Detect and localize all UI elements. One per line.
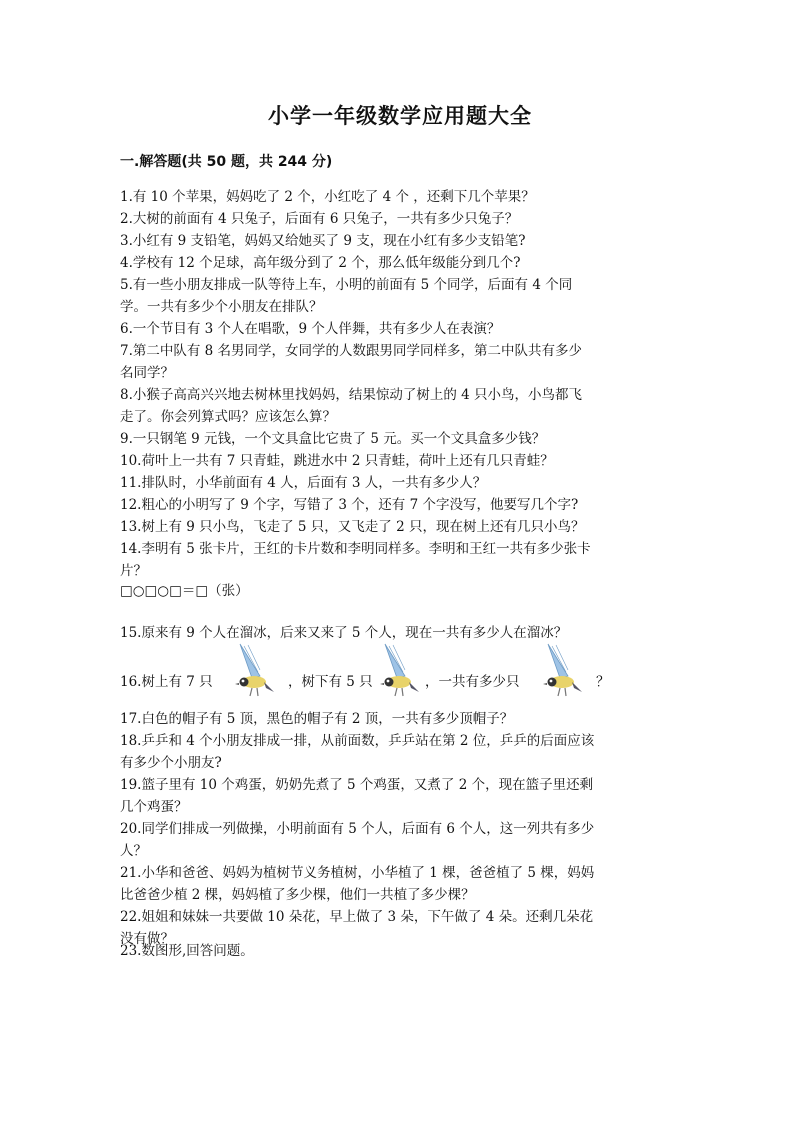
bird-icon bbox=[230, 642, 276, 700]
question-line: 4.学校有 12 个足球，高年级分到了 2 个，那么低年级能分到几个? bbox=[120, 255, 521, 271]
question-line: 1.有 10 个苹果，妈妈吃了 2 个，小红吃了 4 个 ，还剩下几个苹果？ bbox=[120, 189, 535, 205]
question-item bbox=[120, 318, 700, 340]
question-item bbox=[120, 580, 700, 602]
question-item bbox=[120, 940, 700, 962]
question-item bbox=[120, 340, 700, 384]
question-item bbox=[120, 818, 700, 862]
question-item bbox=[120, 252, 700, 274]
question-line: 学。一共有多少个小朋友在排队？ bbox=[120, 299, 323, 315]
question-line: 13.树上有 9 只小鸟，飞走了 5 只，又飞走了 2 只，现在树上还有几只小鸟？ bbox=[120, 519, 585, 535]
question-line: 有多少个小朋友? bbox=[120, 755, 222, 771]
question-line: 没有做？ bbox=[120, 931, 174, 947]
question-item bbox=[120, 708, 700, 730]
q16-text-1: 16.树上有 7 只 bbox=[120, 674, 213, 690]
question-item bbox=[120, 274, 700, 318]
question-line: 11.排队时，小华前面有 4 人，后面有 3 人，一共有多少人？ bbox=[120, 475, 487, 491]
q16-text-4: ？ bbox=[596, 674, 610, 690]
question-item bbox=[120, 862, 700, 906]
question-item bbox=[120, 494, 700, 516]
question-line: 9.一只钢笔 9 元钱，一个文具盒比它贵了 5 元。买一个文具盒多少钱？ bbox=[120, 431, 546, 447]
question-line: 23.数图形,回答问题。 bbox=[120, 943, 254, 959]
question-item bbox=[120, 208, 700, 230]
question-line: 14.李明有 5 张卡片，王红的卡片数和李明同样多。李明和王红一共有多少张卡 bbox=[120, 541, 591, 557]
question-line: 几个鸡蛋？ bbox=[120, 799, 188, 815]
question-line: 8.小猴子高高兴兴地去树林里找妈妈，结果惊动了树上的 4 只小鸟，小鸟都飞 bbox=[120, 387, 583, 403]
question-line: 22.姐姐和妹妹一共要做 10 朵花，早上做了 3 朵，下午做了 4 朵。还剩几朵花 bbox=[120, 909, 594, 925]
question-line: 17.白色的帽子有 5 顶，黑色的帽子有 2 顶，一共有多少顶帽子？ bbox=[120, 711, 514, 727]
question-item bbox=[120, 774, 700, 818]
question-item bbox=[120, 538, 700, 582]
q16-text-2: ，树下有 5 只 bbox=[288, 674, 373, 690]
question-line: 18.乒乒和 4 个小朋友排成一排，从前面数，乒乒站在第 2 位，乒乒的后面应该 bbox=[120, 733, 595, 749]
question-item bbox=[120, 450, 700, 472]
question-line: 片？ bbox=[120, 563, 147, 579]
question-item bbox=[120, 186, 700, 208]
question-item bbox=[120, 730, 700, 774]
question-item bbox=[120, 230, 700, 252]
section-heading: 一.解答题(共 50 题，共 244 分) bbox=[120, 154, 333, 170]
question-item bbox=[120, 516, 700, 538]
question-line: 21.小华和爸爸、妈妈为植树节义务植树，小华植了 1 棵，爸爸植了 5 棵，妈妈 bbox=[120, 865, 595, 881]
question-line: 12.粗心的小明写了 9 个字，写错了 3 个，还有 7 个字没写，他要写几个字? bbox=[120, 497, 579, 513]
page-title: 小学一年级数学应用题大全 bbox=[268, 104, 532, 128]
question-line: 比爸爸少植 2 棵，妈妈植了多少棵，他们一共植了多少棵？ bbox=[120, 887, 475, 903]
question-line: 2.大树的前面有 4 只兔子，后面有 6 只兔子，一共有多少只兔子？ bbox=[120, 211, 519, 227]
question-line: 名同学？ bbox=[120, 365, 174, 381]
bird-icon bbox=[375, 642, 421, 700]
question-line: 5.有一些小朋友排成一队等待上车，小明的前面有 5 个同学，后面有 4 个同 bbox=[120, 277, 573, 293]
question-line: 7.第二中队有 8 名男同学，女同学的人数跟男同学同样多，第二中队共有多少 bbox=[120, 343, 583, 359]
question-line: 15.原来有 9 个人在溜冰，后来又来了 5 个人，现在一共有多少人在溜冰？ bbox=[120, 625, 568, 641]
question-16 bbox=[120, 640, 700, 700]
question-item bbox=[120, 472, 700, 494]
question-line: 人？ bbox=[120, 843, 147, 859]
question-line: 19.篮子里有 10 个鸡蛋，奶奶先煮了 5 个鸡蛋，又煮了 2 个，现在篮子里还剩 bbox=[120, 777, 594, 793]
question-line: 3.小红有 9 支铅笔，妈妈又给她买了 9 支，现在小红有多少支铅笔? bbox=[120, 233, 526, 249]
question-line: □○□○□＝□（张） bbox=[120, 583, 249, 599]
q16-text-3: ，一共有多少只 bbox=[425, 674, 520, 690]
question-item bbox=[120, 384, 700, 428]
question-line: 6.一个节目有 3 个人在唱歌，9 个人伴舞，共有多少人在表演？ bbox=[120, 321, 501, 337]
question-line: 10.荷叶上一共有 7 只青蛙，跳进水中 2 只青蛙，荷叶上还有几只青蛙？ bbox=[120, 453, 554, 469]
question-line: 走了。你会列算式吗？应该怎么算？ bbox=[120, 409, 336, 425]
question-line: 20.同学们排成一列做操，小明前面有 5 个人，后面有 6 个人，这一列共有多少 bbox=[120, 821, 595, 837]
question-item bbox=[120, 428, 700, 450]
bird-icon bbox=[538, 642, 584, 700]
